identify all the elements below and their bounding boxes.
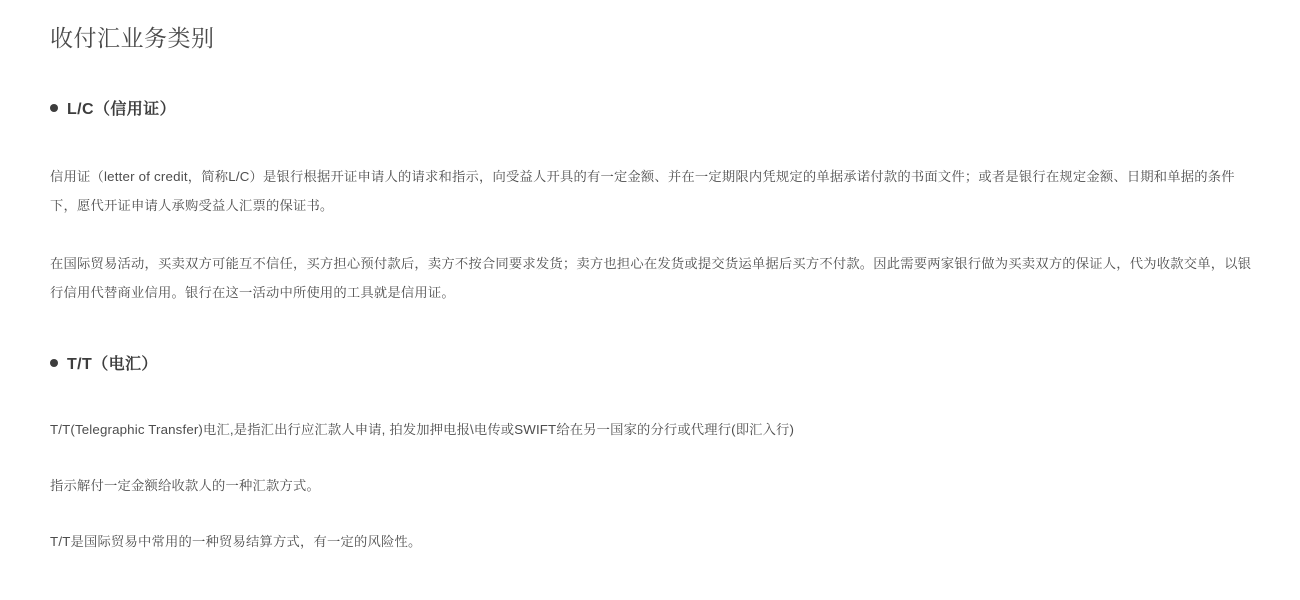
- page-title: 收付汇业务类别: [50, 25, 215, 51]
- paragraph-tt-definition-line1: T/T(Telegraphic Transfer)电汇,是指汇出行应汇款人申请, 拍发加押电报\电传或SWIFT给在另一国家的分行或代理行(即汇入行): [50, 422, 795, 438]
- section-spacer: [50, 335, 1256, 353]
- section-heading-lc-label: L/C（信用证）: [67, 101, 176, 119]
- section-heading-lc: [50, 98, 1256, 122]
- paragraph-lc-trade: 在国际贸易活动，买卖双方可能互不信任，买方担心预付款后，卖方不按合同要求发货；卖方也担心在发货或提交货运单据后买方不付款。因此需要两家银行做为买卖双方的保证人，代为收款交单，以银行信用代替商业信用。银行在这一活动中所使用的工具就是信用证。: [50, 255, 1252, 300]
- paragraph-tt-definition-line2: 指示解付一定金额给收款人的一种汇款方式。: [50, 478, 320, 494]
- section-heading-tt-label: T/T（电汇）: [67, 356, 158, 374]
- bullet-icon: [50, 104, 58, 112]
- section-heading-tt: [50, 353, 1256, 377]
- bullet-icon: [50, 359, 58, 367]
- paragraph-tt-risk: T/T是国际贸易中常用的一种贸易结算方式，有一定的风险性。: [50, 534, 422, 550]
- paragraph-lc-definition: 信用证（letter of credit，简称L/C）是银行根据开证申请人的请求和指示，向受益人开具的有一定金额、并在一定期限内凭规定的单据承诺付款的书面文件；或者是银行在规定金额、日期和单据的条件下，愿代开证申请人承购受益人汇票的保证书。: [50, 169, 1235, 214]
